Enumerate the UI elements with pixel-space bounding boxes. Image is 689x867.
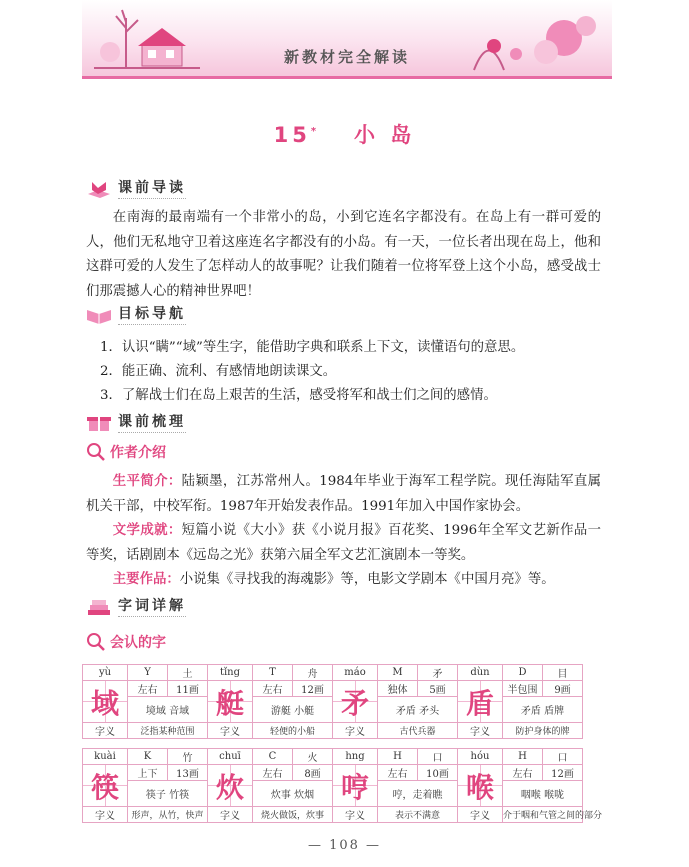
word-examples: 哼，走着瞧 [378,781,458,807]
radical: 竹 [168,749,208,765]
strokes: 8画 [293,765,333,781]
radical: 目 [543,665,583,681]
author-heading: 作者介绍 [86,442,166,462]
meaning-label: 字义 [83,807,128,823]
radical: 土 [168,665,208,681]
author-bio: 生平简介：陆颖墨，江苏常州人。1984年毕业于海军工程学院。现任海陆军直属机关干部，中校军衔。1987年开始发表作品。1991年加入中国作家协会。 [86,474,602,514]
initial-letter: K [128,749,168,765]
pinyin: tǐng [208,665,253,681]
goal-item: 3．了解战士们在岛上艰苦的生活，感受将军和战士们之间的感情。 [100,388,497,403]
radical: 矛 [418,665,458,681]
lesson-mark: * [310,126,321,137]
meaning: 防护身体的牌 [503,723,583,739]
strokes: 12画 [293,681,333,697]
pinyin: hng [333,749,378,765]
meaning: 表示不满意 [378,807,458,823]
lesson-title [0,119,689,149]
meaning: 烧火做饭，炊事 [253,807,333,823]
structure: 独体 [378,681,418,697]
word-examples: 境域 音域 [128,697,208,723]
char-table-row1 [82,664,583,739]
character: 炊 [208,765,253,807]
strokes: 5画 [418,681,458,697]
book-title: 新教材完全解读 [283,48,410,66]
character: 域 [83,681,128,723]
structure: 左右 [378,765,418,781]
goal-item: 1．认识“瞒”“域”等生字，能借助字典和联系上下文，读懂语句的意思。 [100,340,525,355]
word-examples: 咽喉 喉咙 [503,781,583,807]
pinyin: chuī [208,749,253,765]
initial-letter: T [253,665,293,681]
radical: 火 [293,749,333,765]
pinyin: yù [83,665,128,681]
character: 筷 [83,765,128,807]
structure: 左右 [128,681,168,697]
structure: 上下 [128,765,168,781]
character: 盾 [458,681,503,723]
word-examples: 游艇 小艇 [253,697,333,723]
section-goals-heading: 目标导航 [86,302,186,326]
radical: 舟 [293,665,333,681]
author-achievements: 文学成就：短篇小说《大小》获《小说月报》百花奖、1996年全军文艺新作品一等奖，话剧剧本《远岛之光》获第六届全军文艺汇演剧本一等奖。 [86,523,602,563]
initial-letter: D [503,665,543,681]
pinyin: dùn [458,665,503,681]
strokes: 12画 [543,765,583,781]
page-number: — 108 — [307,838,382,853]
char-table-row2 [82,748,603,823]
meaning: 古代兵器 [378,723,458,739]
pinyin: máo [333,665,378,681]
magnifier-icon [86,442,106,462]
meaning-label: 字义 [208,723,253,739]
word-examples: 矛盾 矛头 [378,697,458,723]
meaning-label: 字义 [333,723,378,739]
preview-text: 在南海的最南端有一个非常小的岛，小到它连名字都没有。在岛上有一群可爱的人，他们无私地守卫着这座连名字都没有的小岛。有一天，一位长者出现在岛上，他和这群可爱的人发生了怎样动人的故事呢？让我们随着一位将军登上这个小岛，感受战士们那震撼人心的精神世界吧！ [86,210,601,299]
structure: 左右 [253,765,293,781]
structure: 半包围 [503,681,543,697]
structure: 左右 [503,765,543,781]
meaning-label: 字义 [458,807,503,823]
meaning: 泛指某种范围 [128,723,208,739]
goal-item: 2．能正确、流利、有感情地朗读课文。 [100,364,337,379]
words-subheading: 会认的字 [86,632,166,652]
gift-icon [86,412,112,432]
character: 喉 [458,765,503,807]
lesson-name: 小 岛 [354,123,416,147]
initial-letter: C [253,749,293,765]
initial-letter: Y [128,665,168,681]
meaning-label: 字义 [333,807,378,823]
structure: 左右 [253,681,293,697]
meaning: 介于咽和气管之间的部分 [503,807,583,823]
page-header [82,0,612,79]
strokes: 9画 [543,681,583,697]
character: 矛 [333,681,378,723]
lesson-number: 15 [273,123,311,147]
meaning-label: 字义 [208,807,253,823]
book-icon [86,178,112,198]
pinyin: hóu [458,749,503,765]
word-examples: 筷子 竹筷 [128,781,208,807]
meaning-label: 字义 [83,723,128,739]
magnifier-icon [86,632,106,652]
radical: 口 [418,749,458,765]
author-works: 主要作品：小说集《寻找我的海魂影》等，电影文学剧本《中国月亮》等。 [112,572,555,587]
pinyin: kuài [83,749,128,765]
section-words-heading: 字词详解 [86,594,186,618]
meaning: 轻便的小船 [253,723,333,739]
meaning-label: 字义 [458,723,503,739]
initial-letter: H [503,749,543,765]
character: 哼 [333,765,378,807]
meaning: 形声，从竹，快声 [128,807,208,823]
strokes: 10画 [418,765,458,781]
initial-letter: M [378,665,418,681]
character: 艇 [208,681,253,723]
section-preview-heading: 课前导读 [86,176,186,200]
initial-letter: H [378,749,418,765]
open-book-icon [86,304,112,324]
section-sort-heading: 课前梳理 [86,410,186,434]
books-icon [86,596,112,616]
word-examples: 炊事 炊烟 [253,781,333,807]
strokes: 13画 [168,765,208,781]
strokes: 11画 [168,681,208,697]
word-examples: 矛盾 盾牌 [503,697,583,723]
radical: 口 [543,749,583,765]
